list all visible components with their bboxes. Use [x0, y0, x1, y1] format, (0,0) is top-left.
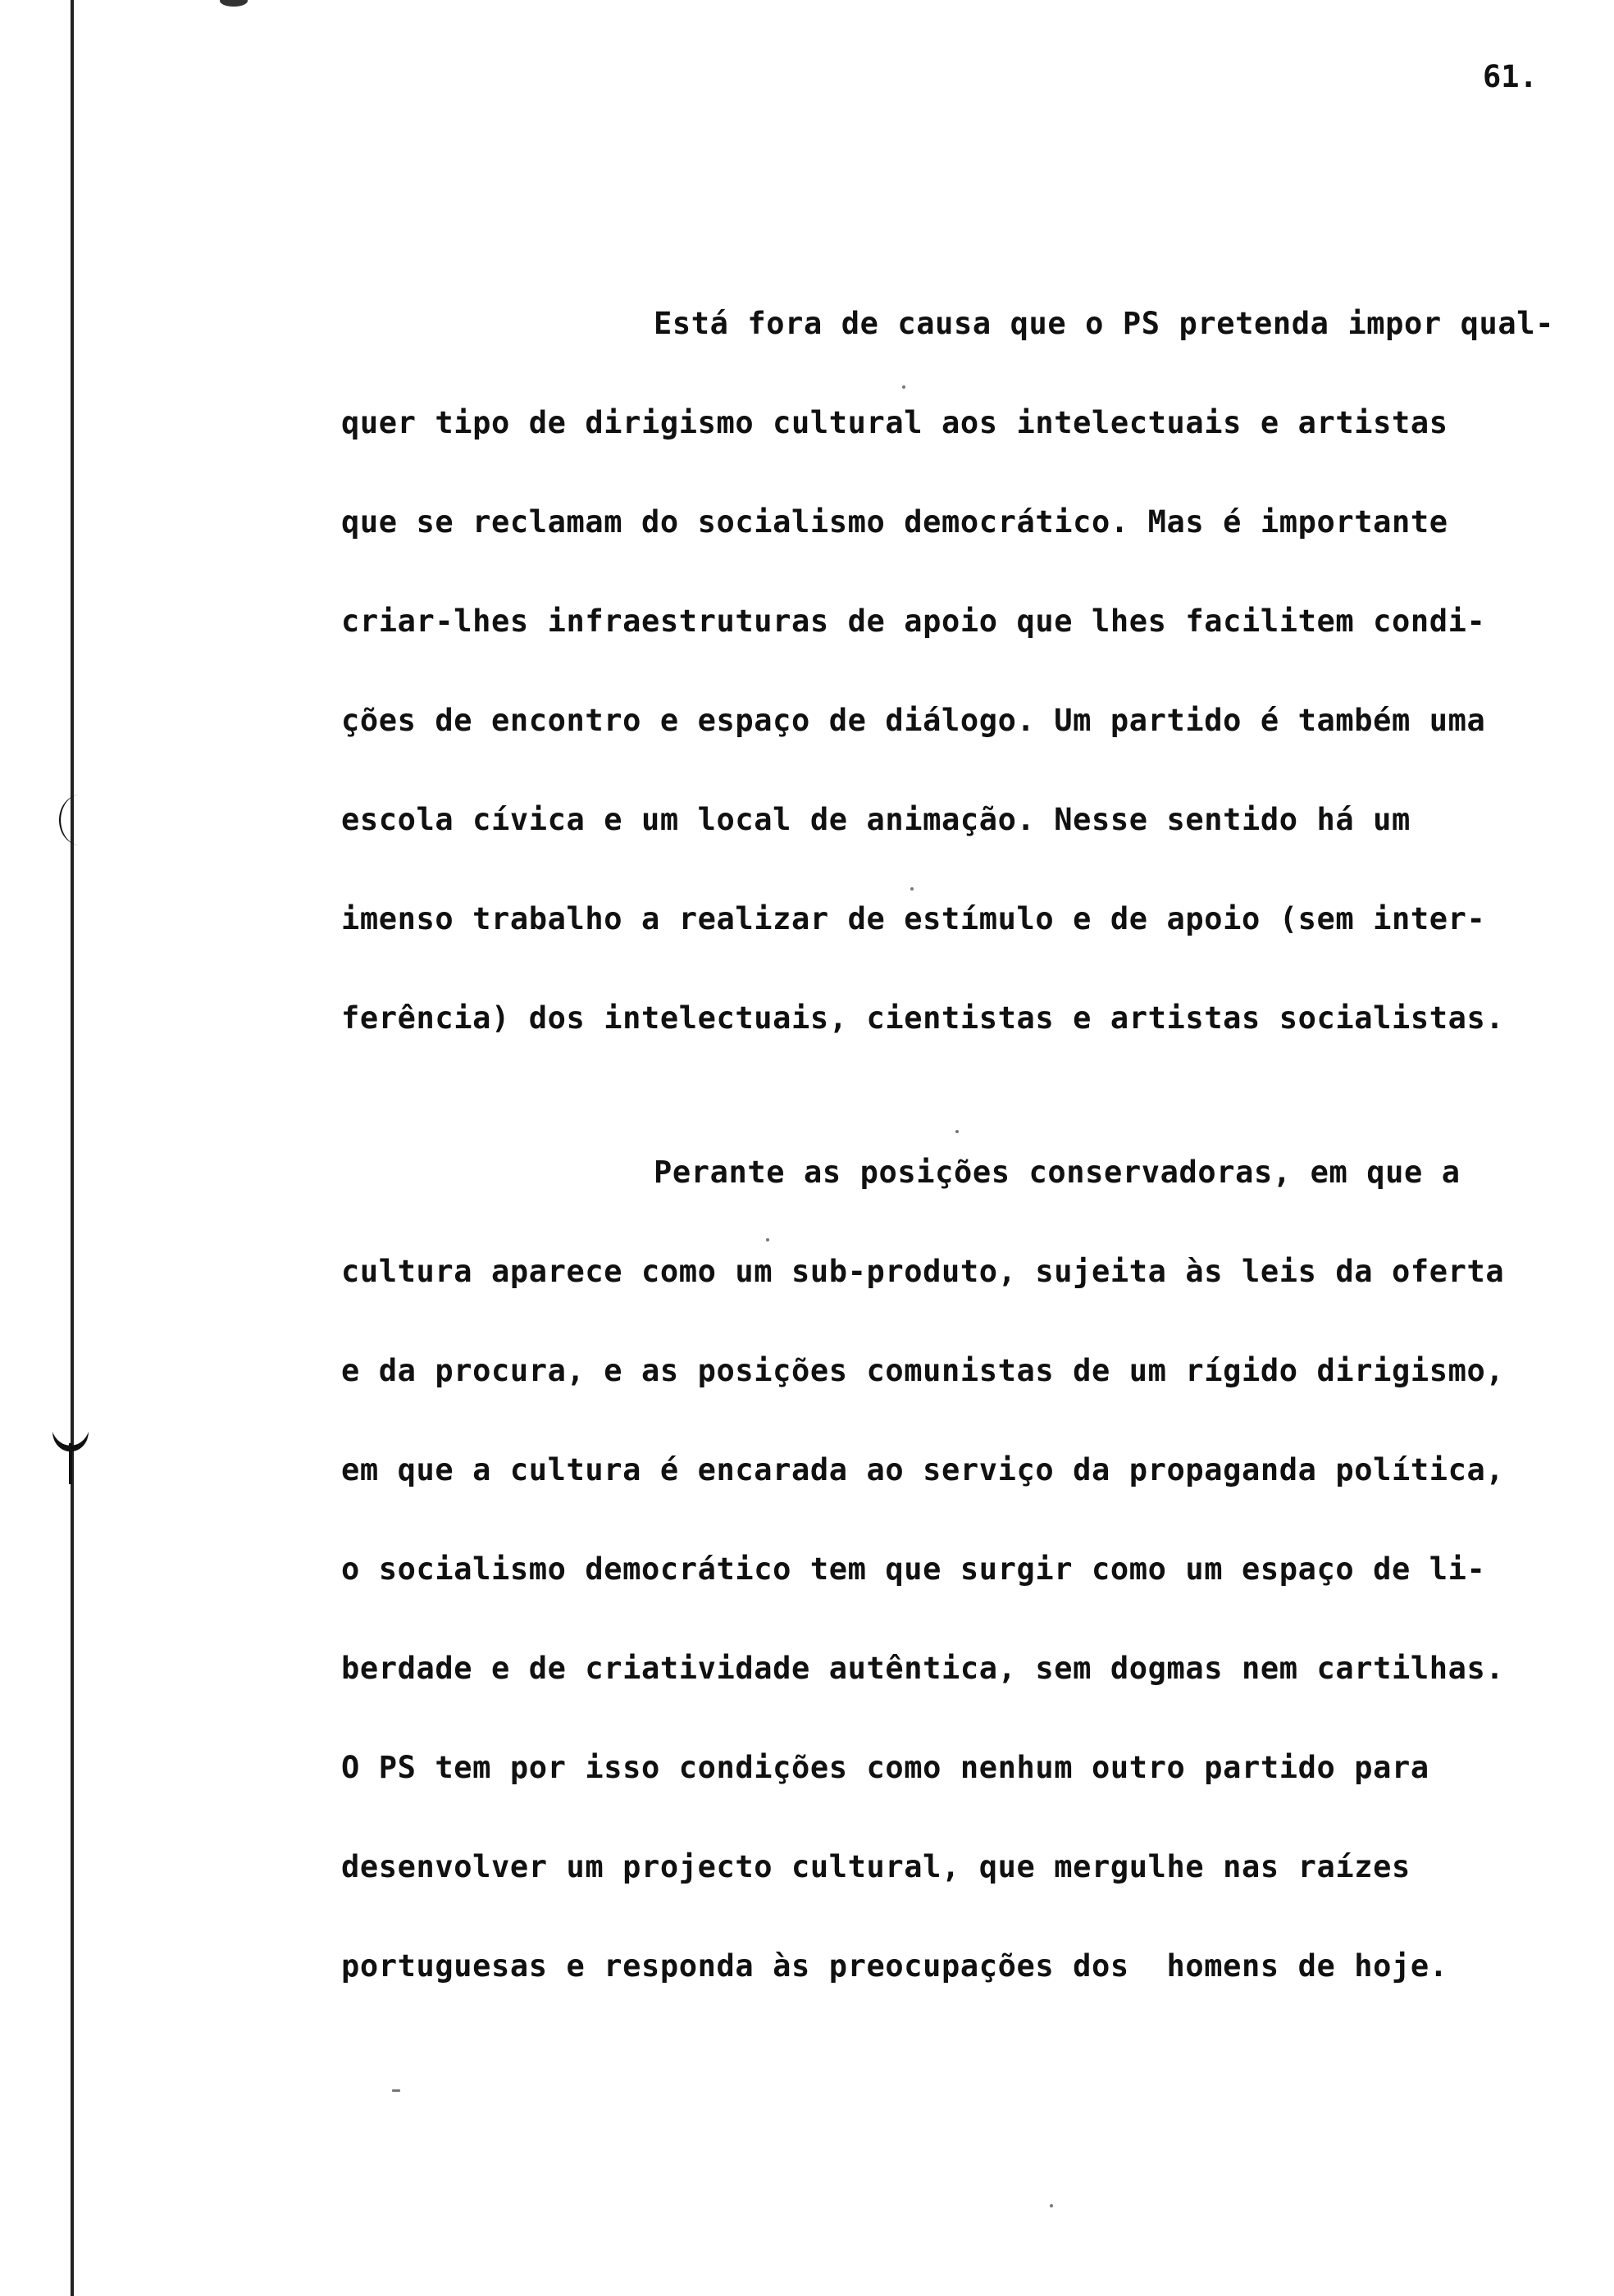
- scan-speck: [955, 1130, 959, 1133]
- scan-speck: [910, 887, 914, 891]
- text-line: ções de encontro e espaço de diálogo. Um partido é também uma: [341, 703, 1486, 738]
- text-line: quer tipo de dirigismo cultural aos intelectuais e artistas: [341, 405, 1448, 440]
- text-line: em que a cultura é encarada ao serviço da propaganda política,: [341, 1452, 1505, 1487]
- binding-edge-line: [71, 0, 74, 2296]
- scan-speck: [1050, 2204, 1053, 2207]
- scan-speck: [766, 1238, 769, 1241]
- scan-speck: [392, 2089, 400, 2092]
- text-line: que se reclamam do socialismo democrático. Mas é importante: [341, 504, 1448, 540]
- text-line: imenso trabalho a realizar de estímulo e de apoio (sem inter-: [341, 901, 1486, 936]
- text-line: e da procura, e as posições comunistas de um rígido dirigismo,: [341, 1353, 1505, 1388]
- punch-hole-icon: [48, 791, 93, 849]
- text-line: ferência) dos intelectuais, cientistas e artistas socialistas.: [341, 1000, 1505, 1036]
- text-line: portuguesas e responda às preocupações dos homens de hoje.: [341, 1948, 1448, 1984]
- text-line: desenvolver um projecto cultural, que mergulhe nas raízes: [341, 1849, 1411, 1884]
- scan-mark: [220, 0, 248, 7]
- text-line: Está fora de causa que o PS pretenda impor qual-: [654, 306, 1555, 341]
- text-line: berdade e de criatividade autêntica, sem dogmas nem cartilhas.: [341, 1651, 1505, 1686]
- punch-hole-icon: [48, 1427, 93, 1484]
- text-line: criar-lhes infraestruturas de apoio que lhes facilitem condi-: [341, 604, 1486, 639]
- text-line: Perante as posições conservadoras, em que a: [654, 1155, 1461, 1190]
- scan-speck: [902, 385, 905, 389]
- text-line: cultura aparece como um sub-produto, sujeita às leis da oferta: [341, 1254, 1505, 1289]
- text-line: o socialismo democrático tem que surgir como um espaço de li-: [341, 1551, 1486, 1587]
- page-number: 61.: [1483, 59, 1538, 94]
- text-line: escola cívica e um local de animação. Nesse sentido há um: [341, 802, 1411, 837]
- text-line: O PS tem por isso condições como nenhum outro partido para: [341, 1750, 1429, 1785]
